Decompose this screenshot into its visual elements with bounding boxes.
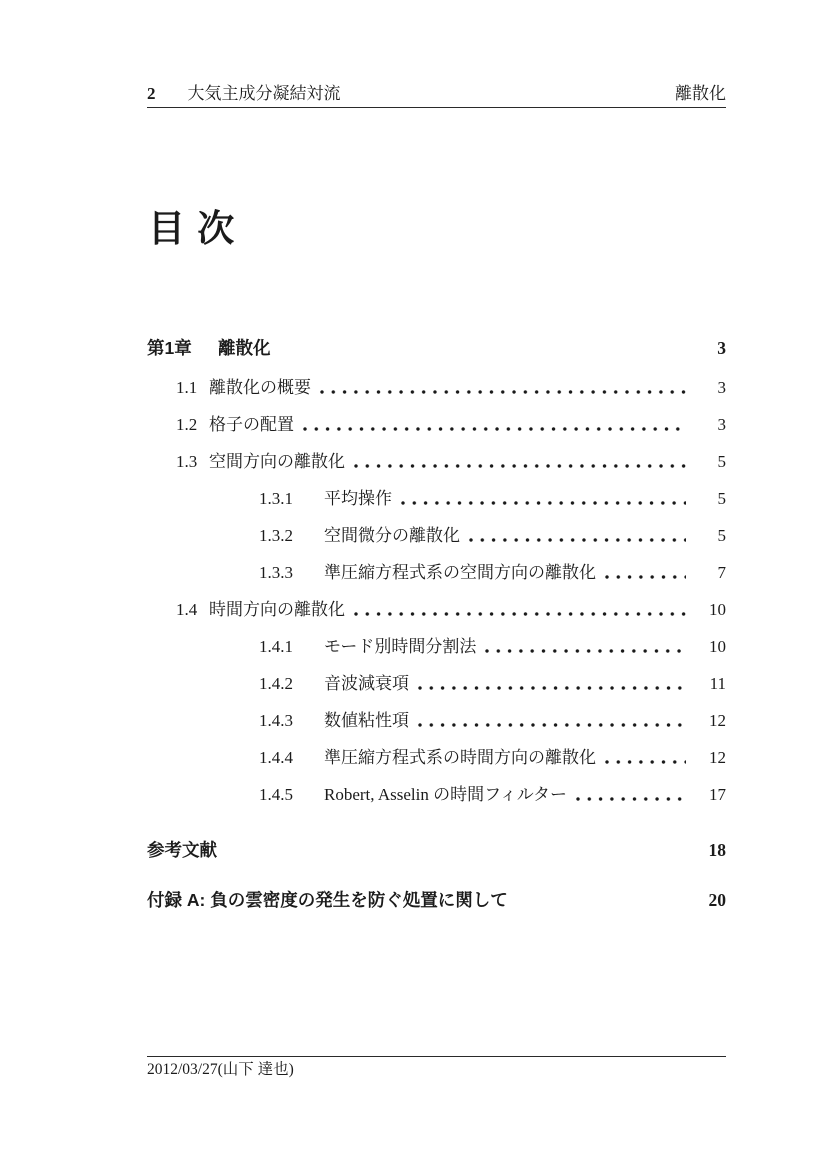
toc-backmatter-title: 付録 A: 負の雲密度の発生を防ぐ処置に関して xyxy=(147,890,508,910)
toc-entry-page-number: 7 xyxy=(717,563,726,582)
toc-entry-number: 1.2 xyxy=(176,415,198,434)
dot-leader xyxy=(605,760,686,765)
toc-backmatter-page-number: 18 xyxy=(708,840,726,860)
toc-entry-number: 1.4.5 xyxy=(259,785,293,804)
toc-entry[interactable] xyxy=(147,784,726,805)
toc-entry-page-number: 12 xyxy=(709,748,726,767)
dot-leader xyxy=(354,612,686,617)
toc-entry-title: Robert, Asselin の時間フィルター xyxy=(324,785,568,804)
toc-entry-title: 離散化の概要 xyxy=(209,378,311,397)
toc-entry[interactable] xyxy=(147,673,726,694)
toc-entry-number: 1.3.3 xyxy=(259,563,293,582)
toc-entry-page-number: 10 xyxy=(709,637,726,656)
toc-entry-number: 1.3 xyxy=(176,452,198,471)
toc-chapter-entry[interactable] xyxy=(147,338,726,359)
toc-chapter-label: 第1章 xyxy=(147,338,192,358)
toc-entry-number: 1.4.3 xyxy=(259,711,293,730)
toc-title: 目 次 xyxy=(148,208,236,249)
dot-leader xyxy=(401,501,686,506)
toc-entry-page-number: 3 xyxy=(717,378,726,397)
toc-entry[interactable] xyxy=(147,710,726,731)
toc-entry-title: モード別時間分割法 xyxy=(324,637,477,656)
toc-entry-title: 平均操作 xyxy=(324,489,392,508)
toc-entry-title: 準圧縮方程式系の時間方向の離散化 xyxy=(324,748,596,767)
toc-entry-title: 空間微分の離散化 xyxy=(324,526,460,545)
toc-entry-title: 格子の配置 xyxy=(209,415,294,434)
dot-leader xyxy=(605,575,686,580)
toc-backmatter-title: 参考文献 xyxy=(147,840,217,860)
toc-entry[interactable] xyxy=(147,747,726,768)
toc-entry[interactable] xyxy=(147,562,726,583)
toc-entry-page-number: 10 xyxy=(709,600,726,619)
table-of-contents xyxy=(147,338,726,911)
toc-chapter-page-number: 3 xyxy=(717,338,726,358)
toc-entry[interactable] xyxy=(147,414,726,435)
page-header xyxy=(147,84,726,108)
toc-entry-title: 空間方向の離散化 xyxy=(209,452,345,471)
toc-chapter-title: 離散化 xyxy=(218,338,271,358)
toc-entry-page-number: 5 xyxy=(717,489,726,508)
toc-entry[interactable] xyxy=(147,451,726,472)
toc-entry[interactable] xyxy=(147,599,726,620)
toc-backmatter-list xyxy=(147,840,726,911)
toc-entry[interactable] xyxy=(147,377,726,398)
dot-leader xyxy=(469,538,686,543)
toc-entry-page-number: 12 xyxy=(709,711,726,730)
toc-entry[interactable] xyxy=(147,525,726,546)
toc-entry-page-number: 5 xyxy=(717,526,726,545)
dot-leader xyxy=(320,390,686,395)
toc-entry-page-number: 3 xyxy=(717,415,726,434)
dot-leader xyxy=(418,723,686,728)
toc-entry-page-number: 5 xyxy=(717,452,726,471)
toc-entry-title: 時間方向の離散化 xyxy=(209,600,345,619)
toc-entry-number: 1.3.1 xyxy=(259,489,293,508)
toc-entry-number: 1.1 xyxy=(176,378,198,397)
toc-entry[interactable] xyxy=(147,636,726,657)
toc-entry-list xyxy=(147,377,726,805)
toc-appendix-entry[interactable] xyxy=(147,890,726,911)
toc-backmatter-page-number: 20 xyxy=(708,890,726,910)
toc-entry-page-number: 11 xyxy=(709,674,726,693)
dot-leader xyxy=(576,797,686,802)
header-document-title: 大気主成分凝結対流 xyxy=(187,84,341,103)
toc-entry-number: 1.3.2 xyxy=(259,526,293,545)
toc-entry-page-number: 17 xyxy=(709,785,726,804)
toc-entry-number: 1.4.1 xyxy=(259,637,293,656)
toc-entry-title: 準圧縮方程式系の空間方向の離散化 xyxy=(324,563,596,582)
toc-references-entry[interactable] xyxy=(147,840,726,861)
header-section-title: 離散化 xyxy=(675,84,726,103)
dot-leader xyxy=(418,686,686,691)
page-footer xyxy=(147,1056,726,1079)
dot-leader xyxy=(485,649,686,654)
toc-entry-number: 1.4.2 xyxy=(259,674,293,693)
dot-leader xyxy=(303,427,686,432)
dot-leader xyxy=(354,464,686,469)
toc-entry-title: 音波減衰項 xyxy=(324,674,409,693)
toc-entry-title: 数値粘性項 xyxy=(324,711,409,730)
footer-text: 2012/03/27(山下 達也) xyxy=(147,1061,294,1078)
toc-entry-number: 1.4 xyxy=(176,600,198,619)
header-page-number: 2 xyxy=(147,84,156,103)
toc-entry-number: 1.4.4 xyxy=(259,748,293,767)
toc-entry[interactable] xyxy=(147,488,726,509)
